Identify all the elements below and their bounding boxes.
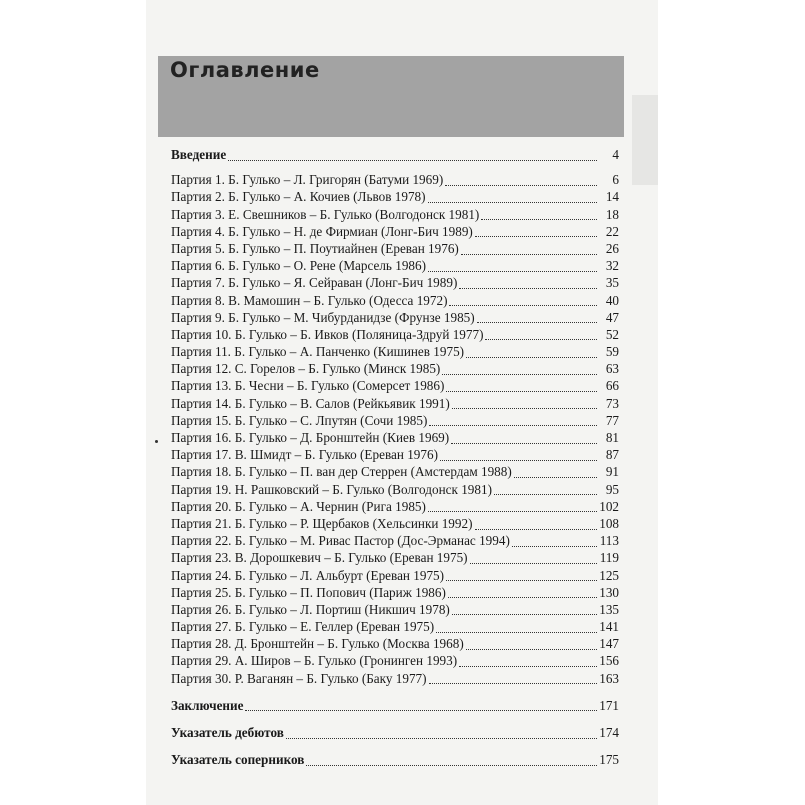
toc-entry-page: 18 (605, 206, 619, 222)
game-number: 6. (214, 258, 225, 274)
toc-entry-label (171, 396, 450, 412)
game-prefix: Партия (171, 240, 212, 256)
game-prefix: Партия (171, 653, 212, 669)
page-title: Оглавление (170, 58, 320, 82)
toc-entry-label (171, 550, 468, 566)
game-prefix: Партия (171, 567, 212, 583)
game-prefix: Партия (171, 361, 212, 377)
dot-leader (466, 648, 597, 650)
game-title: В. Шмидт – Б. Гулько (Ереван 1976) (234, 447, 438, 463)
toc-entry-label (171, 241, 459, 257)
game-title: В. Мамошин – Б. Гулько (Одесса 1972) (228, 292, 448, 308)
toc-entry-game[interactable] (171, 671, 619, 688)
dot-leader (429, 424, 597, 426)
game-title: В. Дорошкевич – Б. Гулько (Ереван 1975) (234, 550, 468, 566)
game-title: Б. Гулько – Б. Ивков (Поляница-Здруй 1977) (234, 326, 484, 342)
dot-leader (475, 528, 598, 530)
dot-leader (446, 579, 597, 581)
game-prefix: Партия (171, 515, 212, 531)
game-prefix: Партия (171, 430, 212, 445)
game-number: 24. (214, 567, 232, 583)
toc-entry-page: 175 (599, 752, 619, 768)
toc-entry-openings-index[interactable] (171, 725, 619, 742)
toc-entry-page: 130 (599, 584, 619, 600)
toc-entry-label (171, 310, 475, 326)
toc-entry-game[interactable] (171, 619, 619, 636)
game-prefix: Партия (171, 481, 212, 497)
toc-entry-label (171, 293, 447, 309)
dot-leader (459, 665, 597, 667)
toc-entry-label (171, 378, 444, 394)
game-title: Б. Чесни – Б. Гулько (Сомерсет 1986) (234, 378, 445, 394)
toc-entry-label (171, 568, 444, 584)
toc-entry-intro[interactable] (171, 147, 619, 164)
dot-leader (449, 304, 597, 306)
game-title: Б. Гулько – А. Чернин (Рига 1985) (234, 498, 426, 514)
dot-leader (470, 562, 597, 564)
toc-entry-page: 119 (599, 550, 619, 566)
toc-entry-page: 26 (605, 240, 619, 256)
toc-entry-label (171, 464, 512, 480)
toc-entry-conclusion[interactable] (171, 698, 619, 715)
toc-entry-game[interactable] (171, 310, 619, 327)
dot-leader (245, 709, 597, 711)
toc-entry-page: 91 (605, 464, 619, 480)
game-title: Б. Гулько – Л. Портиш (Никшич 1978) (234, 601, 450, 617)
dot-leader (446, 390, 597, 392)
game-prefix: Партия (171, 601, 212, 617)
game-number: 20. (214, 498, 232, 514)
game-prefix: Партия (171, 344, 212, 360)
toc-entry-game[interactable] (171, 172, 619, 189)
dot-leader (429, 682, 597, 684)
game-title: Р. Ваганян – Б. Гулько (Баку 1977) (234, 670, 427, 686)
dot-leader (445, 184, 597, 186)
game-number: 8. (214, 292, 225, 308)
game-prefix: Партия (171, 636, 212, 652)
dot-leader (459, 287, 597, 289)
game-title: Б. Гулько – П. Попович (Париж 1986) (234, 584, 446, 600)
toc-entry-game[interactable] (171, 568, 619, 585)
toc-entry-game[interactable] (171, 224, 619, 241)
game-prefix: Партия (171, 189, 212, 205)
toc-entry-page: 66 (605, 378, 619, 394)
game-title: Б. Гулько – В. Салов (Рейкьявик 1991) (234, 395, 450, 411)
toc-entry-game[interactable] (171, 361, 619, 378)
toc-entry-label: Заключение (171, 697, 244, 713)
toc-entry-game[interactable] (171, 207, 619, 224)
toc-entry-label (171, 533, 510, 549)
game-prefix: Партия (171, 395, 212, 411)
dot-leader (442, 373, 597, 375)
toc-entry-label (171, 602, 450, 618)
toc-entry-game[interactable] (171, 241, 619, 258)
game-number: 19. (214, 481, 232, 497)
toc-entry-label (171, 275, 457, 291)
toc-entry-game[interactable] (171, 344, 619, 361)
toc-entry-label (171, 189, 426, 205)
toc-entry-game[interactable] (171, 430, 619, 447)
toc-entry-label (171, 499, 426, 515)
toc-entry-page: 32 (605, 258, 619, 274)
game-number: 30. (214, 670, 232, 686)
title-banner (158, 56, 624, 137)
game-number: 17. (214, 447, 232, 463)
toc-entry-game[interactable] (171, 464, 619, 481)
toc-entry-label (171, 671, 427, 687)
game-number: 7. (214, 275, 225, 291)
game-prefix: Партия (171, 533, 212, 549)
game-title: Б. Гулько – Л. Альбурт (Ереван 1975) (234, 567, 445, 583)
toc-entry-game[interactable] (171, 499, 619, 516)
game-number: 28. (214, 636, 232, 652)
game-number: 3. (214, 206, 225, 222)
game-title: Б. Гулько – М. Ривас Пастор (Дос-Эрманас 1994) (234, 533, 510, 549)
game-title: Б. Гулько – Н. де Фирмиан (Лонг-Бич 1989) (228, 223, 473, 239)
toc-entry-page: 22 (605, 223, 619, 239)
game-number: 5. (214, 240, 225, 256)
toc-entry-game[interactable] (171, 293, 619, 310)
game-prefix: Партия (171, 412, 212, 428)
game-prefix: Партия (171, 464, 212, 480)
toc-entry-page: 147 (599, 636, 619, 652)
toc-entry-page: 59 (605, 344, 619, 360)
toc-entry-page: 102 (599, 498, 619, 514)
toc-entry-page: 81 (605, 430, 619, 445)
toc-entry-label (171, 258, 426, 274)
toc-entry-page: 141 (599, 619, 619, 635)
page-shadow (632, 95, 658, 185)
toc-entry-label (171, 172, 443, 188)
game-number: 25. (214, 584, 232, 600)
dot-leader (451, 442, 597, 444)
dot-leader (512, 545, 597, 547)
game-number: 23. (214, 550, 232, 566)
toc-entry-label (171, 361, 440, 377)
toc-entry-game[interactable] (171, 533, 619, 550)
dot-leader (514, 476, 597, 478)
dot-leader (475, 235, 597, 237)
dot-leader (428, 270, 597, 272)
game-title: Д. Бронштейн – Б. Гулько (Москва 1968) (234, 636, 464, 652)
game-title: Б. Гулько – П. Поутиайнен (Ереван 1976) (228, 240, 459, 256)
game-number: 12. (214, 361, 232, 377)
games-list (171, 172, 619, 688)
toc-entry-page: 35 (605, 275, 619, 291)
dot-leader (485, 338, 597, 340)
game-prefix: Партия (171, 378, 212, 394)
dot-leader (461, 253, 597, 255)
toc-entry-label (171, 413, 427, 429)
table-of-contents (171, 147, 619, 769)
toc-entry-game[interactable] (171, 189, 619, 206)
toc-entry-page: 95 (605, 481, 619, 497)
game-number: 1. (214, 172, 225, 188)
game-prefix: Партия (171, 292, 212, 308)
game-prefix: Партия (171, 326, 212, 342)
game-title: Б. Гулько – О. Рене (Марсель 1986) (228, 258, 427, 274)
toc-entry-game[interactable] (171, 585, 619, 602)
toc-entry-page: 135 (599, 601, 619, 617)
game-prefix: Партия (171, 447, 212, 463)
toc-entry-label (171, 482, 492, 498)
toc-entry-page: 174 (599, 725, 619, 740)
game-title: Б. Гулько – А. Панченко (Кишинев 1975) (234, 344, 465, 360)
dot-leader (481, 218, 597, 220)
toc-entry-game[interactable] (171, 653, 619, 670)
game-title: Б. Гулько – Е. Геллер (Ереван 1975) (234, 619, 435, 635)
toc-entry-page: 73 (605, 395, 619, 411)
game-prefix: Партия (171, 498, 212, 514)
toc-entry-page: 4 (612, 147, 619, 162)
game-title: Б. Гулько – С. Лпутян (Сочи 1985) (234, 412, 428, 428)
game-title: Б. Гулько – А. Кочиев (Львов 1978) (228, 189, 426, 205)
toc-entry-label: Введение (171, 147, 227, 162)
game-number: 14. (214, 395, 232, 411)
toc-entry-page: 156 (599, 653, 619, 669)
toc-entry-label (171, 636, 464, 652)
toc-entry-page: 87 (605, 447, 619, 463)
game-prefix: Партия (171, 258, 212, 274)
game-prefix: Партия (171, 172, 212, 188)
dot-leader (448, 596, 597, 598)
toc-entry-game[interactable] (171, 516, 619, 533)
dot-leader (306, 764, 597, 766)
toc-entry-label (171, 619, 434, 635)
game-number: 18. (214, 464, 232, 480)
toc-entry-label: Указатель дебютов (171, 725, 284, 740)
toc-entry-label (171, 430, 449, 446)
game-prefix: Партия (171, 206, 212, 222)
game-title: Е. Свешников – Б. Гулько (Волгодонск 1981) (228, 206, 480, 222)
game-title: Б. Гулько – Д. Бронштейн (Киев 1969) (234, 430, 450, 445)
game-prefix: Партия (171, 670, 212, 686)
dot-leader (228, 159, 597, 161)
toc-entry-label (171, 447, 438, 463)
toc-entry-page: 77 (605, 412, 619, 428)
dot-leader (286, 737, 597, 739)
dot-leader (466, 356, 597, 358)
toc-entry-page: 6 (612, 172, 619, 188)
game-title: С. Горелов – Б. Гулько (Минск 1985) (234, 361, 441, 377)
game-title: Б. Гулько – Р. Щербаков (Хельсинки 1992) (234, 515, 473, 531)
dot-leader (428, 510, 597, 512)
dot-leader (440, 459, 597, 461)
game-prefix: Партия (171, 223, 212, 239)
toc-entry-page: 52 (605, 326, 619, 342)
toc-entry-game[interactable] (171, 602, 619, 619)
dot-leader (477, 321, 597, 323)
toc-entry-game[interactable] (171, 327, 619, 344)
dot-leader (436, 631, 597, 633)
game-title: А. Широв – Б. Гулько (Гронинген 1993) (234, 653, 458, 669)
toc-entry-game[interactable] (171, 482, 619, 499)
toc-entry-game[interactable] (171, 413, 619, 430)
game-title: Б. Гулько – П. ван дер Стеррен (Амстердам 1988) (234, 464, 512, 480)
toc-entry-page: 108 (599, 515, 619, 531)
toc-entry-page: 171 (599, 697, 619, 713)
toc-entry-label (171, 207, 479, 223)
toc-entry-game[interactable] (171, 378, 619, 395)
dot-leader (452, 613, 597, 615)
game-number: 15. (214, 412, 232, 428)
toc-entry-page: 163 (599, 670, 619, 686)
game-number: 9. (214, 309, 225, 325)
toc-entry-game[interactable] (171, 550, 619, 567)
game-number: 2. (214, 189, 225, 205)
dot-leader (494, 493, 597, 495)
toc-entry-page: 14 (605, 189, 619, 205)
toc-entry-opponents-index[interactable] (171, 752, 619, 769)
game-number: 11. (214, 344, 231, 360)
toc-entry-page: 63 (605, 361, 619, 377)
game-title: Б. Гулько – Л. Григорян (Батуми 1969) (228, 172, 444, 188)
game-number: 4. (214, 223, 225, 239)
dot-leader (452, 407, 597, 409)
game-prefix: Партия (171, 584, 212, 600)
toc-entry-game[interactable] (171, 275, 619, 292)
toc-entry-label (171, 344, 464, 360)
dot-leader (428, 201, 597, 203)
game-prefix: Партия (171, 309, 212, 325)
game-number: 22. (214, 533, 232, 549)
toc-entry-label (171, 585, 446, 601)
game-number: 10. (214, 326, 232, 342)
game-title: Б. Гулько – Я. Сейраван (Лонг-Бич 1989) (228, 275, 458, 291)
toc-entry-label (171, 224, 473, 240)
toc-entry-game[interactable] (171, 396, 619, 413)
toc-entry-page: 47 (605, 309, 619, 325)
game-prefix: Партия (171, 275, 212, 291)
toc-entry-page: 125 (599, 567, 619, 583)
toc-entry-game[interactable] (171, 636, 619, 653)
game-number: 13. (214, 378, 232, 394)
game-number: 21. (214, 515, 232, 531)
toc-entry-label: Указатель соперников (171, 752, 305, 768)
toc-entry-label (171, 327, 483, 343)
game-prefix: Партия (171, 619, 212, 635)
game-number: 26. (214, 601, 232, 617)
toc-entry-page: 113 (599, 533, 619, 549)
toc-entry-game[interactable] (171, 258, 619, 275)
game-title: Б. Гулько – М. Чибурданидзе (Фрунзе 1985) (228, 309, 475, 325)
game-title: Н. Рашковский – Б. Гулько (Волгодонск 1981) (234, 481, 492, 497)
toc-entry-label (171, 516, 473, 532)
game-number: 16. (214, 430, 232, 445)
toc-entry-label (171, 653, 457, 669)
game-prefix: Партия (171, 550, 212, 566)
toc-entry-page: 40 (605, 292, 619, 308)
game-number: 27. (214, 619, 232, 635)
print-speck (155, 440, 158, 443)
game-number: 29. (214, 653, 232, 669)
toc-entry-game[interactable] (171, 447, 619, 464)
